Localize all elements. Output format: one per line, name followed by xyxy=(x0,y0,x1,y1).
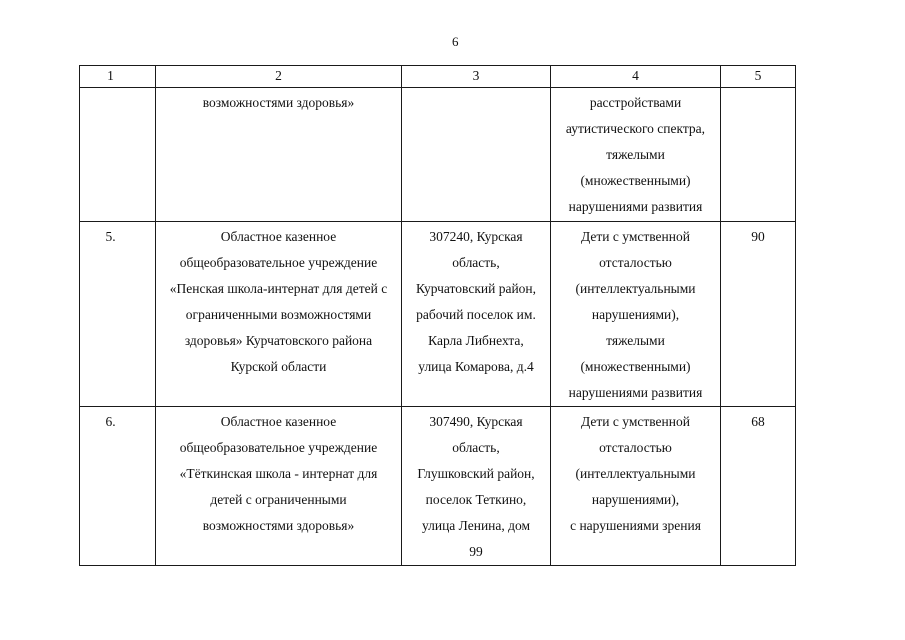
capacity-cell xyxy=(721,88,796,222)
category-cell: Дети с умственной отсталостью (интеллектуальными нарушениями), с нарушениями зрения xyxy=(551,407,721,566)
row-number-cell: 5. xyxy=(80,222,156,407)
institution-cell: возможностями здоровья» xyxy=(156,88,402,222)
column-header-3: 3 xyxy=(402,66,551,88)
table-header-row xyxy=(80,66,796,88)
institution-cell: Областное казенное общеобразовательное учреждение «Пенская школа-интернат для детей с ограниченными возможностями здоровья» Курчатовского района Курской области xyxy=(156,222,402,407)
row-number-cell xyxy=(80,88,156,222)
row-number-cell: 6. xyxy=(80,407,156,566)
column-header-2: 2 xyxy=(156,66,402,88)
capacity-cell: 68 xyxy=(721,407,796,566)
page-number: 6 xyxy=(452,34,459,49)
capacity-cell: 90 xyxy=(721,222,796,407)
table-row xyxy=(80,407,796,566)
address-cell: 307240, Курская область, Курчатовский район, рабочий поселок им. Карла Либнехта, улица Комарова, д.4 xyxy=(402,222,551,407)
category-cell: Дети с умственной отсталостью (интеллектуальными нарушениями), тяжелыми (множественными) нарушениями развития xyxy=(551,222,721,407)
address-cell xyxy=(402,88,551,222)
institutions-table xyxy=(79,65,796,566)
column-header-4: 4 xyxy=(551,66,721,88)
institution-cell: Областное казенное общеобразовательное учреждение «Тёткинская школа - интернат для детей с ограниченными возможностями здоровья» xyxy=(156,407,402,566)
table-row xyxy=(80,88,796,222)
column-header-1: 1 xyxy=(80,66,156,88)
category-cell: расстройствами аутистического спектра, тяжелыми (множественными) нарушениями развития xyxy=(551,88,721,222)
table-row xyxy=(80,222,796,407)
address-cell: 307490, Курская область, Глушковский район, поселок Теткино, улица Ленина, дом 99 xyxy=(402,407,551,566)
column-header-5: 5 xyxy=(721,66,796,88)
